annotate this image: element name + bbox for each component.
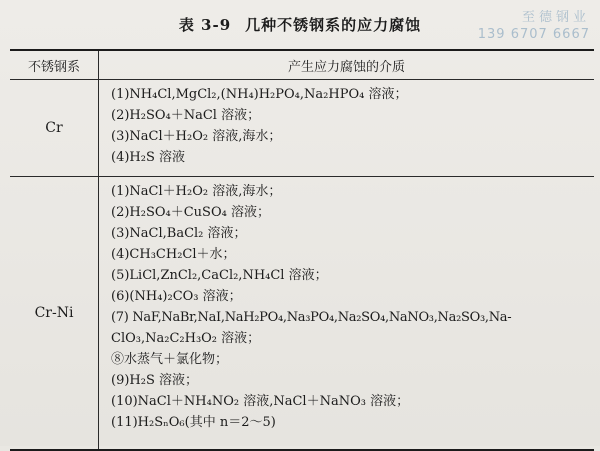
header-media: 产生应力腐蚀的介质	[99, 50, 595, 80]
watermark	[478, 6, 590, 42]
table-title: 几种不锈钢系的应力腐蚀	[245, 16, 422, 34]
media-item: (4)CH₃CH₂Cl＋水；	[111, 247, 236, 262]
table-row	[10, 80, 594, 177]
steel-type-cell: Cr-Ni	[10, 177, 99, 451]
media-cell	[99, 177, 595, 451]
media-item: (2)H₂SO₄＋NaCl 溶液；	[111, 108, 261, 123]
stress-corrosion-table	[10, 49, 594, 451]
media-item: (3)NaCl＋H₂O₂ 溶液,海水；	[111, 129, 282, 144]
media-item: (1)NaCl＋H₂O₂ 溶液,海水；	[111, 184, 282, 199]
media-item: (2)H₂SO₄＋CuSO₄ 溶液；	[111, 205, 270, 220]
watermark-phone: 139 6707 6667	[477, 27, 590, 42]
media-item: (5)LiCl,ZnCl₂,CaCl₂,NH₄Cl 溶液；	[111, 268, 328, 283]
media-item: (4)H₂S 溶液	[111, 150, 186, 165]
media-item: ⑧水蒸气＋氯化物；	[111, 352, 229, 367]
header-row	[10, 50, 594, 80]
watermark-company: 至德钢业	[521, 10, 590, 25]
media-item: (3)NaCl,BaCl₂ 溶液；	[111, 226, 247, 241]
table-row	[10, 177, 594, 451]
media-item: (6)(NH₄)₂CO₃ 溶液；	[111, 289, 242, 304]
media-item: (10)NaCl＋NH₄NO₂ 溶液,NaCl＋NaNO₃ 溶液；	[111, 394, 410, 409]
media-item: (9)H₂S 溶液；	[111, 373, 199, 388]
steel-type-cell: Cr	[10, 80, 99, 177]
media-item-continuation: ClO₃,Na₂C₂H₃O₂ 溶液；	[111, 331, 261, 346]
media-item: (7) NaF,NaBr,NaI,NaH₂PO₄,Na₃PO₄,Na₂SO₄,NaNO₃,Na₂SO₃,Na-	[111, 310, 512, 325]
media-item: (11)H₂SₙO₆(其中 n＝2～5)	[111, 415, 276, 430]
media-item: (1)NH₄Cl,MgCl₂,(NH₄)H₂PO₄,Na₂HPO₄ 溶液；	[111, 87, 408, 102]
header-steel-type: 不锈钢系	[10, 50, 99, 80]
table-number: 表 3-9	[178, 16, 232, 34]
media-cell	[99, 80, 595, 177]
